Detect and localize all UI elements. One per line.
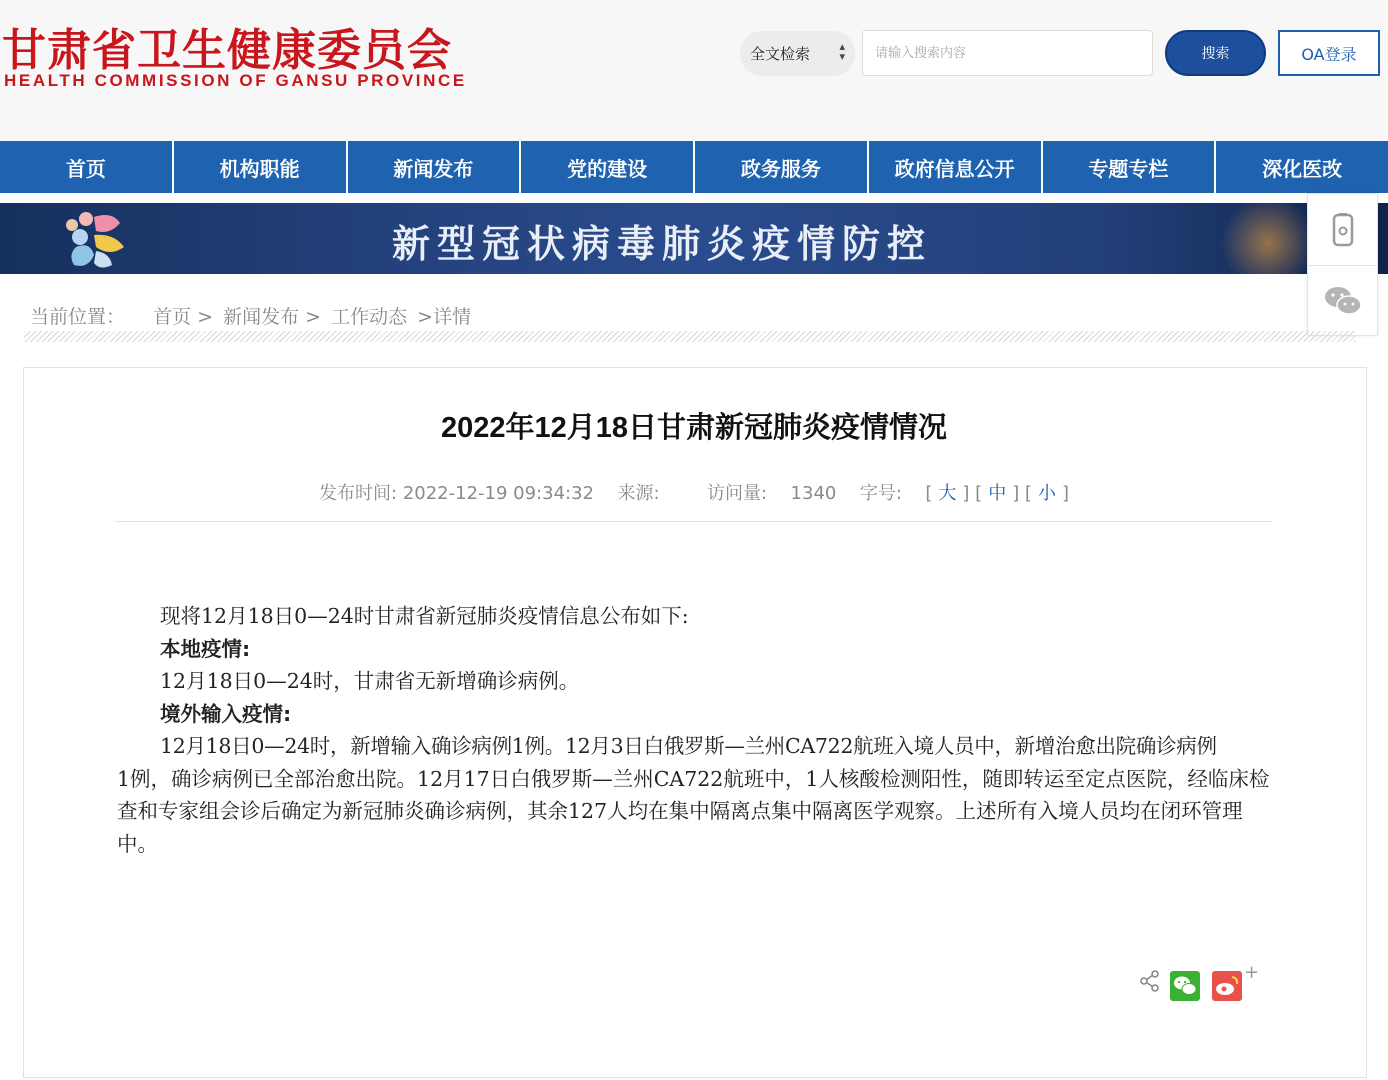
- breadcrumb-detail: >详情: [417, 306, 472, 328]
- hatch-divider: [24, 331, 1356, 342]
- views-label: 访问量:: [707, 483, 768, 504]
- article-body: [117, 600, 1275, 860]
- breadcrumb-news[interactable]: 新闻发布 >: [223, 306, 322, 328]
- breadcrumb-home[interactable]: 首页 >: [153, 306, 214, 328]
- paragraph-local: 12月18日0—24时，甘肃省无新增确诊病例。: [160, 669, 580, 693]
- site-header: [0, 0, 1388, 141]
- breadcrumb-work[interactable]: 工作动态: [331, 306, 408, 328]
- paragraph-imported-first: 12月18日0—24时，新增输入确诊病例1例。12月3日白俄罗斯—兰州CA722航班入境人员中，新增治愈出院确诊病例: [160, 734, 1217, 758]
- share-bar: [1140, 962, 1260, 1002]
- article-meta: [0, 479, 1388, 505]
- nav-item-services[interactable]: 政务服务: [695, 141, 869, 193]
- mobile-version-button[interactable]: [1308, 194, 1377, 265]
- side-float-panel: [1307, 193, 1378, 336]
- search-scope-label: 全文检索: [750, 45, 811, 63]
- publish-label: 发布时间:: [319, 483, 398, 504]
- wechat-button[interactable]: [1308, 265, 1377, 336]
- plus-icon[interactable]: +: [1244, 962, 1260, 983]
- fontsize-controls: [ 大 ] [ 中 ] [ 小 ]: [925, 483, 1069, 504]
- font-large-button[interactable]: 大: [938, 483, 957, 504]
- nav-item-reform[interactable]: 深化医改: [1262, 156, 1343, 181]
- views-count: 1340: [790, 483, 837, 504]
- breadcrumb: [30, 302, 475, 329]
- search-scope-select[interactable]: [740, 31, 855, 76]
- heading-imported: 境外输入疫情:: [160, 701, 292, 726]
- heading-local: 本地疫情:: [160, 636, 251, 661]
- search-input[interactable]: [862, 30, 1153, 76]
- source-label: 来源:: [617, 483, 660, 504]
- nav-item-topics[interactable]: 专题专栏: [1043, 141, 1217, 193]
- wechat-icon: [1324, 285, 1362, 317]
- nav-item-news[interactable]: 新闻发布: [348, 141, 522, 193]
- paragraph-intro: 现将12月18日0—24时甘肃省新冠肺炎疫情信息公布如下:: [160, 604, 689, 628]
- fontsize-label: 字号:: [859, 483, 902, 504]
- banner-title: 新型冠状病毒肺炎疫情防控: [392, 222, 933, 266]
- updown-chevron-icon: ▴ ▾: [839, 40, 845, 63]
- meta-divider: [115, 521, 1273, 522]
- article-title: 2022年12月18日甘肃新冠肺炎疫情情况: [440, 412, 948, 444]
- covid-banner[interactable]: [0, 203, 1388, 274]
- wechat-share-icon[interactable]: [1170, 971, 1200, 1001]
- nav-item-functions[interactable]: 机构职能: [174, 141, 348, 193]
- nav-item-party[interactable]: 党的建设: [521, 141, 695, 193]
- nav-item-gov-info[interactable]: 政府信息公开: [869, 141, 1043, 193]
- paragraph-imported-rest: 1例，确诊病例已全部治愈出院。12月17日白俄罗斯—兰州CA722航班中，1人核酸检测阳性，随即转运至定点医院，经临床检查和专家组会诊后确定为新冠肺炎确诊病例，其余127人均在集中隔离点集中隔离医学观察。上述所有入境人员均在闭环管理中。: [117, 766, 1270, 856]
- weibo-share-icon[interactable]: [1212, 971, 1242, 1001]
- site-logo-en[interactable]: HEALTH COMMISSION OF GANSU PROVINCE: [4, 71, 467, 90]
- site-logo-cn[interactable]: 甘肃省卫生健康委员会: [2, 25, 452, 76]
- oa-login-button[interactable]: OA登录: [1278, 30, 1380, 76]
- breadcrumb-label: 当前位置：: [30, 306, 126, 328]
- font-medium-button[interactable]: 中: [988, 483, 1007, 504]
- banner-emblem-icon: [50, 207, 132, 273]
- font-small-button[interactable]: 小: [1037, 483, 1056, 504]
- share-icon[interactable]: [1140, 970, 1160, 992]
- search-button[interactable]: 搜索: [1165, 30, 1266, 76]
- nav-item-home[interactable]: 首页: [0, 141, 174, 193]
- main-nav: [0, 141, 1388, 193]
- publish-time: 2022-12-19 09:34:32: [402, 483, 594, 504]
- mobile-icon: [1330, 213, 1356, 247]
